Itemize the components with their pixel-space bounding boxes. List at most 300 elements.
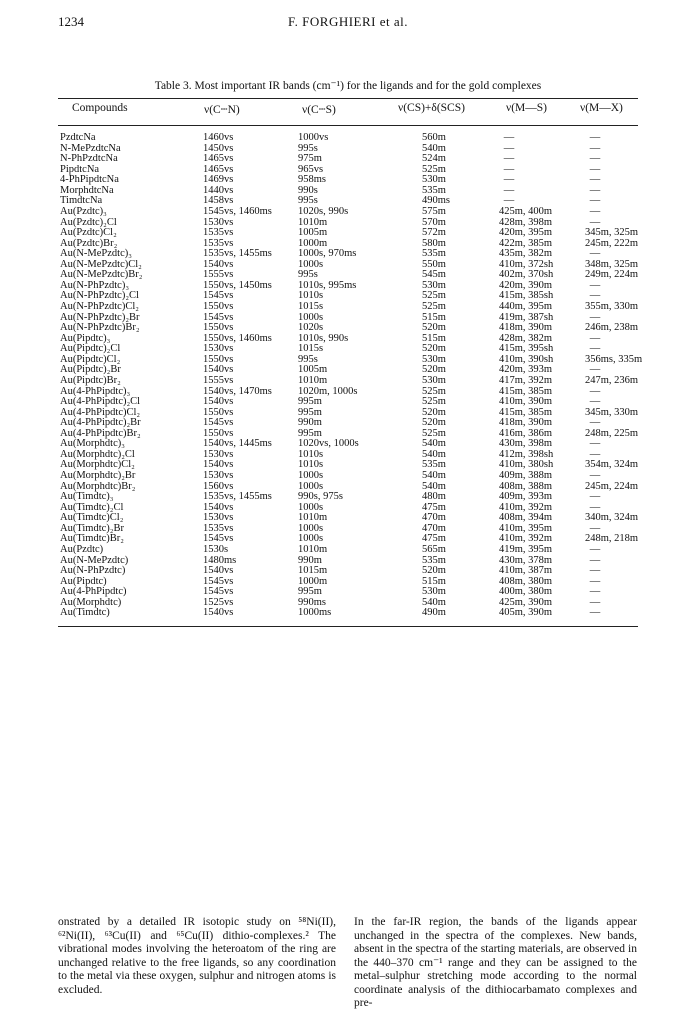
table-cell: Au(Pipdtc)₂Cl — [60, 343, 121, 355]
table-cell: 405m, 390m — [499, 607, 553, 619]
table-cell: — — [589, 543, 601, 555]
table-cell: 975m — [298, 153, 322, 165]
table-body — [58, 132, 643, 619]
table-cell: — — [589, 438, 601, 450]
table-cell: Au(4-PhPipdtc)Br₂ — [60, 427, 141, 439]
table-cell: 570m — [422, 216, 446, 228]
table-cell: 410m, 392m — [499, 533, 553, 545]
table-cell: — — [589, 364, 601, 376]
table-cell: 340m, 324m — [585, 512, 639, 524]
table-cell: 530m — [422, 279, 446, 291]
table-cell: 540m — [422, 438, 446, 450]
table-cell: 1000s — [298, 258, 324, 270]
table-cell: TimdtcNa — [60, 195, 103, 207]
table-cell: 520m — [422, 417, 446, 429]
table-cell: — — [503, 184, 515, 196]
table-row — [58, 608, 638, 619]
table-cell: 4-PhPipdtcNa — [60, 174, 119, 186]
table-cell: 520m — [422, 406, 446, 418]
table-cell: 248m, 218m — [585, 533, 639, 545]
table-cell: 1530vs — [203, 343, 234, 355]
table-cell: 525m — [422, 427, 446, 439]
table-cell: 535m — [422, 248, 446, 260]
table-cell: 1015s — [298, 301, 324, 312]
table-cell: — — [503, 195, 515, 207]
table-cell: 1535vs — [203, 522, 234, 534]
table-cell: 1010m — [298, 374, 328, 386]
table-cell: 1020s, 990s — [298, 205, 349, 217]
table-cell: — — [589, 491, 601, 503]
table-cell: 247m, 236m — [585, 374, 639, 386]
table-cell: — — [589, 174, 601, 186]
table-cell: Au(4-PhPipdtc) — [60, 586, 127, 598]
table-cell: 990m — [298, 554, 322, 566]
column-header: ν(M—X) — [580, 102, 623, 114]
table-cell: 535m — [422, 459, 446, 471]
table-cell: 520m — [422, 565, 446, 577]
table-cell: Au(Timdtc)₂Cl — [60, 501, 124, 513]
table-cell: 1545vs — [203, 290, 234, 302]
table-cell: 995m — [298, 396, 322, 408]
table-cell: Au(Pipdtc)₃ — [60, 332, 111, 344]
table-row — [58, 302, 638, 313]
table-cell: 1535vs, 1455ms — [203, 491, 272, 503]
table-cell: Au(Timdtc) — [60, 607, 110, 619]
table-cell: — — [503, 163, 515, 175]
table-cell: 1550vs — [203, 406, 234, 418]
table-cell: PzdtcNa — [60, 132, 96, 143]
table-cell: 408m, 394m — [499, 512, 553, 524]
table-cell: 417m, 392m — [499, 374, 553, 386]
table-cell: 1005m — [298, 227, 328, 239]
table-cell: Au(Morphdtc)Cl₂ — [60, 459, 135, 471]
table-cell: 1000s, 970ms — [298, 248, 357, 260]
table-cell: 1540vs, 1445ms — [203, 438, 272, 450]
table-cell: 525m — [422, 396, 446, 408]
table-cell: 1530vs — [203, 512, 234, 524]
table-cell: Au(4-PhPipdtc)₃ — [60, 385, 131, 397]
table-cell: 470m — [422, 512, 446, 524]
table-cell: 515m — [422, 311, 446, 323]
table-cell: — — [589, 501, 601, 513]
table-cell: 958ms — [298, 174, 327, 186]
table-cell: Au(Pzdtc) — [60, 543, 104, 555]
table-row — [58, 471, 638, 482]
table-cell: 409m, 393m — [499, 491, 553, 503]
table-cell: 430m, 378m — [499, 554, 553, 566]
table-cell: 1015s — [298, 343, 324, 355]
table-cell: — — [589, 417, 601, 429]
table-row — [58, 207, 638, 218]
table-cell: — — [589, 132, 601, 143]
table-cell: 1525vs — [203, 596, 234, 608]
table-cell: 1010m — [298, 512, 328, 524]
table-cell: Au(Pzdtc)Cl₂ — [60, 227, 117, 239]
table-cell: 535m — [422, 554, 446, 566]
table-row — [58, 376, 638, 387]
table-cell: 490ms — [422, 195, 451, 207]
table-row — [58, 165, 638, 176]
table-cell: 348m, 325m — [585, 258, 639, 270]
table-cell: 1535vs, 1455ms — [203, 248, 272, 260]
table-cell: Au(Timdtc)Cl₂ — [60, 512, 124, 524]
table-cell: 525m — [422, 301, 446, 312]
table-cell: 990m — [298, 417, 322, 429]
table-cell: 480m — [422, 491, 446, 503]
table-cell: 1555vs — [203, 374, 234, 386]
table-cell: 990ms — [298, 596, 327, 608]
table-cell: 1545vs — [203, 575, 234, 587]
table-cell: 412m, 398sh — [499, 448, 554, 460]
table-cell: 1545vs — [203, 533, 234, 545]
table-cell: 1010s, 990s — [298, 332, 349, 344]
table-cell: — — [589, 311, 601, 323]
table-cell: 995s — [298, 353, 318, 365]
table-cell: Au(N-MePzdtc)₃ — [60, 248, 132, 260]
table-cell: 1545vs — [203, 417, 234, 429]
table-cell: Au(N-MePzdtc) — [60, 554, 129, 566]
table-cell: 402m, 370sh — [499, 269, 554, 281]
table-cell: Au(N-PhPzdtc)Cl₂ — [60, 301, 139, 312]
table-cell: Au(4-PhPipdtc)₂Cl — [60, 396, 141, 408]
table-cell: 1010s — [298, 290, 324, 302]
table-cell: 995m — [298, 406, 322, 418]
table-cell: 1000m — [298, 575, 328, 587]
table-cell: Au(Timdtc)₃ — [60, 491, 114, 503]
table-cell: — — [589, 385, 601, 397]
table-cell: 520m — [422, 364, 446, 376]
table-cell: 410m, 380sh — [499, 459, 554, 471]
table-cell: 1540vs — [203, 459, 234, 471]
table-header — [58, 100, 638, 122]
table-cell: 1000s — [298, 522, 324, 534]
table-cell: Au(Pipdtc)₂Br — [60, 364, 121, 376]
table-cell: 1010s, 995ms — [298, 279, 357, 291]
table-cell: 965vs — [298, 163, 324, 175]
table-cell: 435m, 382m — [499, 248, 553, 260]
table-cell: 1005m — [298, 364, 328, 376]
table-bottom-rule — [58, 626, 638, 627]
table-cell: 1545vs, 1460ms — [203, 205, 272, 217]
table-cell: 1000s — [298, 501, 324, 513]
table-cell: — — [503, 132, 515, 143]
table-cell: 440m, 395m — [499, 301, 553, 312]
table-row — [58, 175, 638, 186]
table-cell: 245m, 224m — [585, 480, 639, 492]
table-cell: 1000s — [298, 311, 324, 323]
table-cell: 408m, 388m — [499, 480, 553, 492]
table-cell: Au(N-MePzdtc)Br₂ — [60, 269, 143, 281]
column-header: Compounds — [72, 102, 128, 114]
table-cell: 1550vs — [203, 301, 234, 312]
table-cell: 1550vs — [203, 427, 234, 439]
table-cell: 246m, 238m — [585, 322, 639, 334]
table-cell: Au(Pipdtc)Cl₂ — [60, 353, 121, 365]
table-caption: Table 3. Most important IR bands (cm⁻¹) for the ligands and for the gold complexes — [154, 80, 542, 92]
table-cell: 1530vs — [203, 216, 234, 228]
table-cell: 520m — [422, 343, 446, 355]
table-cell: Au(Morphdtc) — [60, 596, 122, 608]
table-cell: 410m, 390m — [499, 396, 553, 408]
table-cell: 418m, 390m — [499, 322, 553, 334]
table-cell: 420m, 395m — [499, 227, 553, 239]
table-cell: Au(N-PhPzdtc)₃ — [60, 279, 129, 291]
table-header-rule — [58, 125, 638, 126]
table-row — [58, 144, 638, 155]
table-cell: 1550vs — [203, 353, 234, 365]
table-cell: 1555vs — [203, 269, 234, 281]
table-cell: 1545vs — [203, 311, 234, 323]
table-cell: 249m, 224m — [585, 269, 639, 281]
table-cell: 1010s — [298, 459, 324, 471]
table-cell: 540m — [422, 480, 446, 492]
table-cell: 1020m, 1000s — [298, 385, 358, 397]
table-cell: Au(4-PhPipdtc)Cl₂ — [60, 406, 141, 418]
column-header: ν(C┄N) — [204, 104, 240, 116]
table-row — [58, 133, 638, 144]
table-cell: 540m — [422, 596, 446, 608]
table-cell: 354m, 324m — [585, 459, 639, 471]
table-cell: — — [503, 142, 515, 154]
table-cell: 1010m — [298, 216, 328, 228]
table-cell: 345m, 325m — [585, 227, 639, 239]
table-cell: 245m, 222m — [585, 237, 639, 249]
table-cell: — — [503, 174, 515, 186]
table-cell: 530m — [422, 174, 446, 186]
table-cell: 410m, 392m — [499, 501, 553, 513]
table-cell: 410m, 395m — [499, 522, 553, 534]
table-cell: 1540vs — [203, 501, 234, 513]
table-cell: — — [589, 205, 601, 217]
table-cell: 565m — [422, 543, 446, 555]
table-cell: 995s — [298, 142, 318, 154]
running-title: F. FORGHIERI et al. — [287, 14, 409, 29]
table-cell: 1540vs — [203, 396, 234, 408]
table-cell: — — [589, 184, 601, 196]
table-cell: Au(N-MePzdtc)Cl₂ — [60, 258, 142, 270]
table-cell: 1540vs — [203, 364, 234, 376]
table-cell: 1545vs — [203, 586, 234, 598]
table-cell: 525m — [422, 385, 446, 397]
table-cell: 515m — [422, 332, 446, 344]
table-cell: 580m — [422, 237, 446, 249]
table-cell: — — [589, 554, 601, 566]
table-cell: — — [589, 565, 601, 577]
table-cell: 545m — [422, 269, 446, 281]
table-cell: 1010m — [298, 543, 328, 555]
table-cell: 419m, 395m — [499, 543, 553, 555]
table-cell: 248m, 225m — [585, 427, 639, 439]
table-cell: — — [589, 248, 601, 260]
table-cell: N-PhPzdtcNa — [60, 153, 118, 165]
table-cell: 410m, 372sh — [499, 258, 554, 270]
table-cell: 415m, 395sh — [499, 343, 554, 355]
table-cell: 1550vs, 1460ms — [203, 332, 272, 344]
table-cell: 415m, 385sh — [499, 290, 554, 302]
table-cell: 525m — [422, 163, 446, 175]
table-cell: 1530vs — [203, 470, 234, 481]
table-cell: 530m — [422, 353, 446, 365]
table-cell: 540m — [422, 142, 446, 154]
table-cell: — — [589, 279, 601, 291]
table-cell: 428m, 382m — [499, 332, 553, 344]
table-cell: 1540vs — [203, 607, 234, 619]
table-cell: 540m — [422, 470, 446, 481]
table-cell: 1440vs — [203, 184, 234, 196]
table-cell: 524m — [422, 153, 446, 165]
table-cell: Au(N-PhPzdtc)Br₂ — [60, 322, 140, 334]
column-header: ν(CS)+δ(SCS) — [398, 102, 465, 114]
table-cell: 475m — [422, 533, 446, 545]
table-cell: Au(Morphdtc)₂Cl — [60, 448, 135, 460]
table-cell: 1469vs — [203, 174, 234, 186]
table-cell: — — [503, 153, 515, 165]
table-cell: 1010s — [298, 448, 324, 460]
table-cell: 535m — [422, 184, 446, 196]
column-header: ν(M—S) — [506, 102, 547, 114]
table-cell: 560m — [422, 132, 446, 143]
table-cell: 470m — [422, 522, 446, 534]
table-cell: 1000s — [298, 470, 324, 481]
table-cell: — — [589, 586, 601, 598]
column-header: ν(C┄S) — [302, 104, 336, 116]
table-row — [58, 545, 638, 556]
table-cell: 345m, 330m — [585, 406, 639, 418]
table-cell: — — [589, 575, 601, 587]
table-cell: 572m — [422, 227, 446, 239]
table-cell: — — [589, 142, 601, 154]
table-cell: 1465vs — [203, 163, 234, 175]
table-cell: Au(Pzdtc)Br₂ — [60, 237, 118, 249]
table-cell: 995m — [298, 427, 322, 439]
table-cell: 530m — [422, 374, 446, 386]
table-cell: 400m, 380m — [499, 586, 553, 598]
table-cell: 525m — [422, 290, 446, 302]
table-cell: 1020vs, 1000s — [298, 438, 359, 450]
table-cell: 490m — [422, 607, 446, 619]
table-cell: — — [589, 332, 601, 344]
table-cell: 1465vs — [203, 153, 234, 165]
table-cell: MorphdtcNa — [60, 184, 114, 196]
table-cell: 1458vs — [203, 195, 234, 207]
body-text-right: In the far-IR region, the bands of the ligands appear unchanged in the spectra of the complexes. New bands, absent in the spectra of the starting materials, are observed in the 440–370 cm⁻¹ range and they can be assigned to the metal–sulphur stretching mode according to the normal coordinate analysis of the dithiocarbamato complexes and pre- — [354, 916, 637, 1009]
table-cell: 408m, 380m — [499, 575, 553, 587]
table-cell: 1560vs — [203, 480, 234, 492]
table-cell: — — [589, 216, 601, 228]
table-cell: 1530s — [203, 543, 229, 555]
table-cell: 1460vs — [203, 132, 234, 143]
table-cell: — — [589, 448, 601, 460]
table-cell: 356ms, 335m — [585, 353, 643, 365]
table-cell: 418m, 390m — [499, 417, 553, 429]
table-cell: 415m, 385m — [499, 406, 553, 418]
body-text-left: onstrated by a detailed IR isotopic study on ⁵⁸Ni(II), ⁶²Ni(II), ⁶³Cu(II) and ⁶⁵Cu(II) dithio-complexes.² The vibrational modes involving the heteroatom of the ring are unchanged relative to the free ligands, so any coordination to the metal via these oxygen, sulphur and nitrogen atoms is excluded. — [58, 916, 336, 996]
table-cell: — — [589, 396, 601, 408]
table-cell: Au(Pzdtc)₃ — [60, 205, 107, 217]
table-cell: Au(N-PhPzdtc) — [60, 565, 126, 577]
table-cell: 1000m — [298, 237, 328, 249]
table-cell: 995m — [298, 586, 322, 598]
table-cell: — — [589, 596, 601, 608]
table-cell: 420m, 390m — [499, 279, 553, 291]
table-cell: — — [589, 522, 601, 534]
table-top-rule — [58, 98, 638, 99]
table-cell: — — [589, 343, 601, 355]
table-cell: 425m, 390m — [499, 596, 553, 608]
table-cell: 550m — [422, 258, 446, 270]
table-cell: 1015m — [298, 565, 328, 577]
table-cell: 416m, 386m — [499, 427, 553, 439]
table-cell: 520m — [422, 322, 446, 334]
table-cell: 425m, 400m — [499, 205, 553, 217]
table-cell: 540m — [422, 448, 446, 460]
table-cell: 1540vs — [203, 565, 234, 577]
table-cell: 1000s — [298, 480, 324, 492]
table-cell: Au(Pzdtc)₂Cl — [60, 216, 117, 228]
table-cell: 1540vs, 1470ms — [203, 385, 272, 397]
table-cell: 1550vs — [203, 322, 234, 334]
table-cell: 1020s — [298, 322, 324, 334]
table-cell: 990s, 975s — [298, 491, 343, 503]
table-cell: 1000vs — [298, 132, 329, 143]
table-cell: 990s — [298, 184, 318, 196]
table-cell: 1000s — [298, 533, 324, 545]
table-row — [58, 154, 638, 165]
table-cell: N-MePzdtcNa — [60, 142, 121, 154]
table-cell: 995s — [298, 269, 318, 281]
table-cell: 575m — [422, 205, 446, 217]
table-cell: Au(4-PhPipdtc)₂Br — [60, 417, 141, 429]
table-cell: 995s — [298, 195, 318, 207]
table-cell: 430m, 398m — [499, 438, 553, 450]
table-cell: 1480ms — [203, 554, 237, 566]
table-cell: — — [589, 163, 601, 175]
table-cell: Au(Morphdtc)Br₂ — [60, 480, 136, 492]
table-cell: 420m, 393m — [499, 364, 553, 376]
table-cell: PipdtcNa — [60, 163, 100, 175]
table-cell: Au(Timdtc)Br₂ — [60, 533, 124, 545]
table-cell: Au(N-PhPzdtc)₂Cl — [60, 290, 139, 302]
table-cell: — — [589, 607, 601, 619]
table-cell: 1530vs — [203, 448, 234, 460]
page-number: 1234 — [58, 14, 84, 29]
table-cell: — — [589, 290, 601, 302]
table-cell: 1550vs, 1450ms — [203, 279, 272, 291]
table-cell: 415m, 385m — [499, 385, 553, 397]
table-cell: 410m, 387m — [499, 565, 553, 577]
table-cell: Au(Morphdtc)₂Br — [60, 470, 136, 481]
table-cell: — — [589, 195, 601, 207]
table-cell: 422m, 385m — [499, 237, 553, 249]
table-cell: 475m — [422, 501, 446, 513]
table-cell: Au(N-PhPzdtc)₂Br — [60, 311, 140, 323]
table-cell: 1540vs — [203, 258, 234, 270]
table-cell: 530m — [422, 586, 446, 598]
table-cell: 1535vs — [203, 237, 234, 249]
table-cell: 410m, 390sh — [499, 353, 554, 365]
table-cell: Au(Timdtc)₂Br — [60, 522, 124, 534]
table-cell: 515m — [422, 575, 446, 587]
table-row — [58, 186, 638, 197]
table-cell: Au(Pipdtc) — [60, 575, 107, 587]
table-cell: 409m, 388m — [499, 470, 553, 481]
table-cell: 419m, 387sh — [499, 311, 554, 323]
table-cell: Au(Morphdtc)₃ — [60, 438, 125, 450]
table-cell: Au(Pipdtc)Br₂ — [60, 374, 121, 386]
table-cell: 355m, 330m — [585, 301, 639, 312]
table-cell: — — [589, 470, 601, 481]
table-cell: 1450vs — [203, 142, 234, 154]
